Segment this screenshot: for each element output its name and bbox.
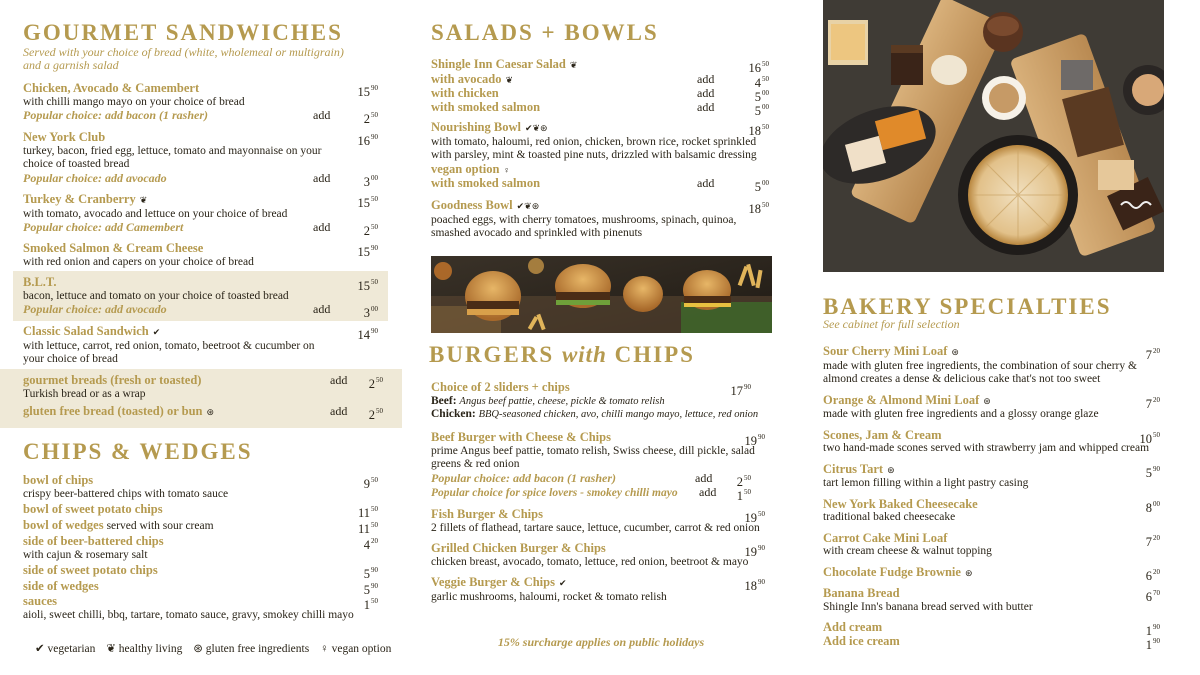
item-description: with tomato, avocado and lettuce on your choice of bread	[23, 207, 288, 220]
addon-price: $3^{00}$	[363, 305, 378, 320]
item-name: side of beer-battered chips	[23, 534, 164, 548]
item-description-1: prime Angus beef pattie, tomato relish, Swiss cheese, dill pickle, salad	[431, 444, 755, 457]
item-price: $15^{50}$	[357, 278, 378, 293]
item-name: New York Club	[23, 130, 106, 144]
addon-price: $3^{00}$	[363, 173, 378, 189]
item-price: $18^{90}$	[744, 578, 765, 593]
gluten-free-icon: ⊛	[206, 407, 215, 417]
item-price: $11^{50}$	[357, 520, 378, 536]
list-item	[823, 394, 1168, 422]
item-name: Citrus Tart	[823, 461, 884, 476]
item-price: $1^{90}$	[1145, 623, 1160, 638]
gluten-free-icon: ⊛	[964, 567, 973, 578]
item-price: $9^{50}$	[363, 476, 378, 491]
list-item-add-cream	[823, 620, 1168, 638]
add-label: add	[313, 220, 331, 234]
item-description-2: choice of toasted bread	[23, 158, 130, 170]
healthy-living-icon: ❦	[139, 195, 148, 205]
item-name: side of sweet potato chips	[23, 563, 158, 577]
add-label: add	[330, 404, 348, 418]
sandwiches-subtitle-1: Served with your choice of bread (white, wholemeal or multigrain)	[23, 45, 344, 59]
extra-smoked-salmon: with smoked salmon	[431, 99, 541, 114]
list-item	[823, 429, 1168, 456]
item-description: tart lemon filling within a light pastry casing	[823, 477, 1029, 489]
item-description-2: smashed avocado and sprinkled with pinenuts	[431, 227, 643, 239]
addon-price: $5^{00}$	[754, 88, 769, 104]
item-description-1: with lettuce, carrot, red onion, tomato, beetroot & cucumber on	[23, 339, 315, 352]
item-price: $2^{50}$	[368, 376, 383, 391]
add-label: add	[313, 108, 331, 122]
list-item	[823, 463, 1168, 491]
popular-choice: Popular choice: add Camembert	[23, 220, 184, 234]
item-price: $6^{20}$	[1145, 567, 1160, 583]
item-description-1: with tomato, haloumi, red onion, chicken, brown rice, rocket sprinkled	[431, 135, 757, 148]
add-label: add	[695, 470, 713, 485]
menu-item-veggie-burger	[431, 576, 765, 604]
item-description-1: turkey, bacon, fried egg, lettuce, tomato and mayonnaise on your	[23, 144, 322, 157]
addon-price: $5^{00}$	[754, 102, 769, 118]
vegan-icon: ♀	[503, 164, 511, 175]
item-price: $4^{20}$	[363, 537, 378, 552]
menu-item-fish-burger	[431, 508, 765, 535]
item-description-2: with parsley, mint & toasted pine nuts, drizzled with balsamic dressing	[431, 149, 757, 161]
item-name: Turkey & Cranberry	[23, 192, 136, 206]
add-label: add	[697, 99, 715, 114]
item-price: $14^{90}$	[357, 327, 378, 342]
item-price: $18^{50}$	[748, 123, 769, 138]
chicken-description: BBQ-seasoned chicken, avo, chilli mango mayo, lettuce, red onion	[478, 409, 759, 420]
list-item	[823, 532, 1168, 559]
item-description: garlic mushrooms, haloumi, rocket & tomato relish	[431, 590, 667, 603]
item-description: with cajun & rosemary salt	[23, 548, 148, 561]
add-label: add	[699, 484, 717, 499]
item-name: Smoked Salmon & Cream Cheese	[23, 241, 204, 255]
legend-gluten-free: ⊛ gluten free ingredients	[193, 643, 310, 655]
dietary-icons: ✔❦⊛	[524, 123, 548, 133]
item-name: New York Baked Cheesecake	[823, 496, 978, 511]
item-description-2: almond creates a dense & delicious cake that's not too sweet	[823, 373, 1101, 385]
item-price: $16^{50}$	[748, 60, 769, 75]
legend-vegetarian: ✔ vegetarian	[35, 643, 96, 655]
item-price: $5^{90}$	[363, 566, 378, 581]
item-price: $15^{90}$	[357, 84, 378, 99]
healthy-living-icon: ❦	[569, 60, 578, 70]
item-description: made with gluten free ingredients and a glossy orange glaze	[823, 408, 1099, 420]
healthy-living-icon: ❦	[505, 74, 514, 85]
menu-item-beef-burger	[431, 430, 765, 503]
item-name: gourmet breads (fresh or toasted)	[23, 373, 202, 387]
item-price: $16^{90}$	[357, 133, 378, 148]
item-price: $6^{70}$	[1145, 589, 1160, 604]
item-name: Chocolate Fudge Brownie	[823, 564, 961, 579]
bakery-subtitle: See cabinet for full selection	[823, 317, 960, 331]
menu-item-goodness-bowl	[431, 199, 777, 241]
item-description: 2 fillets of flathead, tartare sauce, lettuce, cucumber, carrot & red onion	[431, 521, 760, 534]
list-item	[23, 474, 378, 501]
item-description: chicken breast, avocado, tomato, lettuce, red onion, beetroot & mayo	[431, 555, 749, 568]
addon-price: $2^{50}$	[736, 473, 751, 489]
vegan-option: vegan option	[431, 161, 500, 176]
list-item	[823, 566, 1168, 581]
dietary-legend	[35, 641, 399, 655]
item-description: served with sour cream	[106, 519, 214, 532]
list-item	[23, 519, 378, 534]
item-name: Goodness Bowl	[431, 198, 513, 212]
legend-vegan: ♀ vegan option	[320, 643, 392, 655]
list-item	[823, 587, 1168, 614]
item-name: B.L.T.	[23, 275, 57, 289]
list-item	[23, 578, 378, 597]
chips-title: CHIPS & WEDGES	[23, 439, 253, 464]
item-description: Shingle Inn's banana bread served with butter	[823, 600, 1033, 613]
sandwiches-section	[23, 20, 393, 72]
salads-title: SALADS + BOWLS	[431, 20, 659, 45]
item-price: $1^{50}$	[363, 597, 378, 612]
item-price: $19^{50}$	[744, 510, 765, 525]
item-name: Veggie Burger & Chips	[431, 575, 555, 589]
item-name: bowl of wedges	[23, 517, 104, 532]
item-description-2: your choice of bread	[23, 353, 118, 365]
bakery-list	[823, 344, 1168, 652]
sandwiches-title: GOURMET SANDWICHES	[23, 20, 343, 45]
item-name: Grilled Chicken Burger & Chips	[431, 541, 606, 555]
item-price: $15^{50}$	[357, 195, 378, 210]
item-name: sauces	[23, 594, 58, 608]
item-price: $8^{00}$	[1145, 499, 1160, 515]
item-name: gluten free bread (toasted) or bun	[23, 404, 203, 418]
chips-list	[23, 474, 378, 622]
item-name: Fish Burger & Chips	[431, 507, 543, 521]
popular-choice: Popular choice: add bacon (1 rasher)	[431, 470, 616, 485]
legend-healthy-living: ❦ healthy living	[106, 643, 183, 655]
item-price: $7^{20}$	[1145, 533, 1160, 549]
list-item-add-ice-cream	[823, 633, 1168, 652]
popular-choice: Popular choice for spice lovers - smokey chilli mayo	[431, 486, 678, 499]
menu-item-gourmet-breads	[23, 374, 383, 402]
menu-item-sliders	[431, 381, 765, 422]
add-label: add	[313, 170, 331, 185]
item-name: bowl of chips	[23, 473, 94, 487]
item-name: bowl of sweet potato chips	[23, 502, 163, 516]
item-price: $15^{90}$	[357, 244, 378, 259]
gluten-free-icon: ⊛	[983, 395, 991, 406]
item-description-2: greens & red onion	[431, 458, 520, 470]
beef-description: Angus beef pattie, cheese, pickle & tomato relish	[459, 395, 665, 407]
extra-smoked-salmon: with smoked salmon	[431, 176, 541, 190]
item-description: crispy beer-battered chips with tomato sauce	[23, 487, 229, 500]
item-description: traditional baked cheesecake	[823, 511, 956, 523]
menu-item-nourishing-bowl	[431, 120, 777, 194]
gluten-free-icon: ⊛	[887, 464, 895, 475]
menu-item-blt	[23, 275, 378, 320]
item-name: Choice of 2 sliders + chips	[431, 380, 570, 394]
item-name: Shingle Inn Caesar Salad	[431, 57, 566, 71]
item-description-1: made with gluten free ingredients, the combination of sour cherry &	[823, 359, 1137, 372]
extra-chicken: with chicken	[431, 85, 499, 100]
menu-item-grilled-chicken	[431, 542, 765, 569]
item-name: Chicken, Avocado & Camembert	[23, 81, 200, 95]
bakery-photo	[823, 0, 1164, 272]
gluten-free-icon: ⊛	[951, 347, 959, 357]
item-price: $1^{90}$	[1145, 636, 1160, 652]
item-price: $5^{90}$	[1145, 464, 1160, 480]
sandwiches-subtitle-2: and a garnish salad	[23, 58, 119, 72]
item-description-1: poached eggs, with cherry tomatoes, mushrooms, spinach, quinoa,	[431, 213, 737, 226]
item-price: $10^{50}$	[1139, 430, 1160, 446]
list-item	[23, 563, 378, 581]
bakery-title: BAKERY SPECIALTIES	[823, 294, 1112, 319]
menu-item-turkey-cranberry	[23, 192, 378, 238]
addon-price: $2^{50}$	[363, 223, 378, 238]
item-price: $5^{90}$	[363, 581, 378, 597]
item-name: side of wedges	[23, 578, 99, 593]
burgers-photo	[431, 256, 772, 333]
item-description: with red onion and capers on your choice of bread	[23, 255, 254, 268]
add-label: add	[330, 373, 348, 387]
beef-label: Beef:	[431, 394, 457, 407]
addon-price: $1^{50}$	[736, 487, 751, 503]
item-price: $2^{50}$	[368, 407, 383, 422]
addon-price: $4^{50}$	[754, 74, 769, 90]
menu-item-smoked-salmon	[23, 242, 378, 269]
item-name: Add ice cream	[823, 633, 900, 648]
popular-choice: Popular choice: add bacon (1 rasher)	[23, 108, 208, 122]
menu-item-gluten-free-bread	[23, 404, 383, 422]
add-label: add	[697, 176, 715, 190]
popular-choice: Popular choice: add avocado	[23, 302, 167, 316]
item-name: Add cream	[823, 620, 883, 634]
item-price: $17^{90}$	[730, 383, 751, 398]
item-description: bacon, lettuce and tomato on your choice of toasted bread	[23, 289, 289, 302]
burgers-title: BURGERS with CHIPS	[429, 342, 695, 367]
item-name: Nourishing Bowl	[431, 120, 521, 134]
popular-choice: Popular choice: add avocado	[23, 170, 167, 185]
addon-price: $2^{50}$	[363, 111, 378, 126]
item-description: Turkish bread or as a wrap	[23, 388, 146, 400]
addon-price: $5^{00}$	[754, 179, 769, 194]
item-price: $19^{90}$	[744, 544, 765, 559]
item-name: Orange & Almond Mini Loaf	[823, 392, 980, 407]
item-description: with chilli mango mayo on your choice of bread	[23, 95, 245, 108]
item-price: $7^{20}$	[1145, 347, 1160, 362]
list-item	[823, 345, 1168, 387]
surcharge-note: 15% surcharge applies on public holidays	[497, 635, 705, 649]
item-price: $18^{50}$	[748, 201, 769, 216]
item-description: two hand-made scones served with strawberry jam and whipped cream	[823, 442, 1150, 454]
item-name: Banana Bread	[823, 586, 900, 600]
chicken-label: Chicken:	[431, 408, 476, 420]
item-name: Classic Salad Sandwich	[23, 324, 149, 338]
item-price: $7^{20}$	[1145, 395, 1160, 411]
list-item	[823, 498, 1168, 525]
item-name: Beef Burger with Cheese & Chips	[431, 430, 611, 444]
list-item	[23, 502, 378, 520]
dietary-icons: ✔❦⊛	[516, 201, 540, 211]
add-label: add	[697, 71, 715, 86]
menu-item-caesar-salad	[431, 57, 769, 118]
vegetarian-icon: ✔	[152, 327, 161, 337]
item-price: $19^{90}$	[744, 433, 765, 448]
menu-item-new-york-club	[23, 130, 378, 189]
item-description: with cream cheese & walnut topping	[823, 545, 992, 557]
extra-avocado: with avocado ❦	[431, 71, 514, 86]
list-item	[23, 535, 378, 562]
item-name: Carrot Cake Mini Loaf	[823, 530, 948, 545]
menu-item-chicken-avocado	[23, 81, 378, 126]
list-item	[23, 595, 378, 622]
item-description: aioli, sweet chilli, bbq, tartare, tomato sauce, gravy, smokey chilli mayo	[23, 608, 354, 621]
add-label: add	[313, 302, 331, 316]
item-price: $11^{50}$	[357, 505, 378, 520]
item-name: Scones, Jam & Cream	[823, 427, 942, 442]
menu-item-classic-salad	[23, 325, 378, 367]
add-label: add	[697, 85, 715, 100]
vegetarian-icon: ✔	[558, 578, 567, 588]
item-name: Sour Cherry Mini Loaf	[823, 344, 948, 358]
